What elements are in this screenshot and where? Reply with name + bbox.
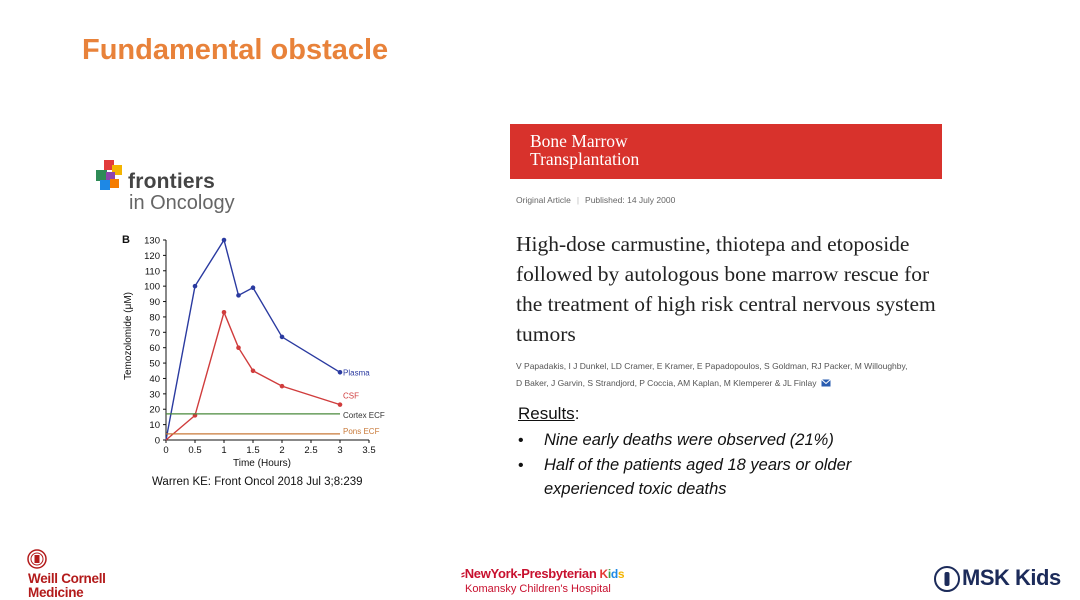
chart-y-tick-label: 110 (144, 266, 160, 278)
chart-y-tick-label: 90 (149, 297, 160, 309)
chart-y-tick-label: 40 (149, 373, 160, 385)
temozolomide-chart (118, 228, 388, 473)
slide-title: Fundamental obstacle (82, 34, 389, 66)
article-published: Published: 14 July 2000 (585, 195, 676, 205)
series-plasma-point (251, 285, 256, 290)
frontiers-journal: in Oncology (129, 192, 235, 214)
series-plasma-point (236, 293, 241, 298)
chart-x-tick-label: 3.5 (362, 445, 376, 456)
results-heading: Results: (518, 404, 580, 423)
series-plasma-label: Plasma (343, 368, 370, 378)
citation: Warren KE: Front Oncol 2018 Jul 3;8:239 (152, 476, 363, 488)
series-csf-point (236, 345, 241, 350)
chart-y-tick-label: 0 (154, 435, 160, 447)
chart-x-tick-label: 0.5 (188, 445, 202, 456)
series-plasma-line (166, 240, 340, 440)
series-plasma-point (338, 370, 343, 375)
journal-banner (510, 124, 942, 179)
email-icon[interactable] (821, 379, 831, 387)
series-plasma-point (280, 335, 285, 340)
chart-x-tick-label: 1 (221, 445, 227, 456)
chart-panel-label: B (122, 234, 130, 246)
chart-y-tick-label: 30 (149, 389, 160, 401)
authors-line1: V Papadakis, I J Dunkel, LD Cramer, E Kramer, E Papadopoulos, S Goldman, RJ Packer, M Willoughby, (516, 361, 908, 371)
chart-y-tick-label: 20 (149, 404, 160, 416)
msk-logo-icon (934, 566, 960, 592)
msk-kids-logo: MSK Kids (962, 565, 1061, 590)
weill-cornell-logo: Weill Cornell Medicine (28, 571, 106, 600)
chart-x-label: Time (Hours) (233, 458, 291, 469)
series-csf-point (251, 368, 256, 373)
article-authors (516, 358, 946, 392)
chart-y-tick-label: 130 (144, 235, 160, 247)
series-csf-label: CSF (343, 391, 359, 401)
results-bullet-1: • Nine early deaths were observed (21%) (518, 431, 834, 449)
chart-y-tick-label: 80 (149, 312, 160, 324)
authors-line2-text: D Baker, J Garvin, S Strandjord, P Coccia, AM Kaplan, M Klemperer & JL Finlay (516, 378, 817, 388)
journal-name-line2: Transplantation (530, 149, 640, 169)
chart-x-tick-label: 2.5 (304, 445, 318, 456)
chart-y-tick-label: 50 (149, 358, 160, 370)
weill-cornell-seal-icon (27, 549, 47, 569)
chart-y-tick-label: 100 (144, 281, 160, 293)
frontiers-brand: frontiers (128, 170, 215, 193)
nyp-mark-icon: ⸗ (461, 567, 465, 581)
chart-y-tick-label: 70 (149, 327, 160, 339)
journal-name-line1: Bone Marrow (530, 131, 628, 151)
chart-y-tick-label: 10 (149, 420, 160, 432)
results-bullet-2-cont: experienced toxic deaths (544, 480, 727, 498)
frontiers-cube-icon (96, 160, 126, 194)
nyp-kids: Kids (599, 567, 625, 581)
chart-y-tick-label: 120 (144, 250, 160, 262)
series-pons-ecf-label: Pons ECF (343, 426, 380, 436)
nyp-logo: ⸗NewYork-Presbyterian Kids (461, 566, 625, 581)
article-title: High-dose carmustine, thiotepa and etoposide followed by autologous bone marrow rescue for the treatment of high risk central nervous system tumors (516, 232, 936, 346)
chart-y-tick-label: 60 (149, 343, 160, 355)
authors-line2 (516, 375, 946, 392)
article-type: Original Article (516, 195, 571, 205)
chart-axes (144, 236, 375, 457)
series-csf-point (338, 402, 343, 407)
chart-x-tick-label: 2 (279, 445, 285, 456)
chart-y-label: Temozolomide (μM) (123, 291, 134, 381)
chart-x-tick-label: 0 (163, 445, 169, 456)
chart-plot (166, 238, 385, 440)
series-csf-point (280, 384, 285, 389)
series-csf-line (166, 312, 340, 440)
series-csf-point (222, 310, 227, 315)
article-meta: Original Article | Published: 14 July 2000 (516, 195, 676, 205)
series-cortex-ecf-label: Cortex ECF (343, 410, 385, 420)
chart-x-tick-label: 1.5 (246, 445, 260, 456)
series-plasma-point (193, 284, 198, 289)
results-bullet-2: • Half of the patients aged 18 years or older (518, 456, 852, 474)
journal-name (530, 132, 639, 168)
nyp-hospital: Komansky Children's Hospital (465, 583, 611, 595)
chart-x-tick-label: 3 (337, 445, 343, 456)
series-plasma-point (222, 238, 227, 243)
